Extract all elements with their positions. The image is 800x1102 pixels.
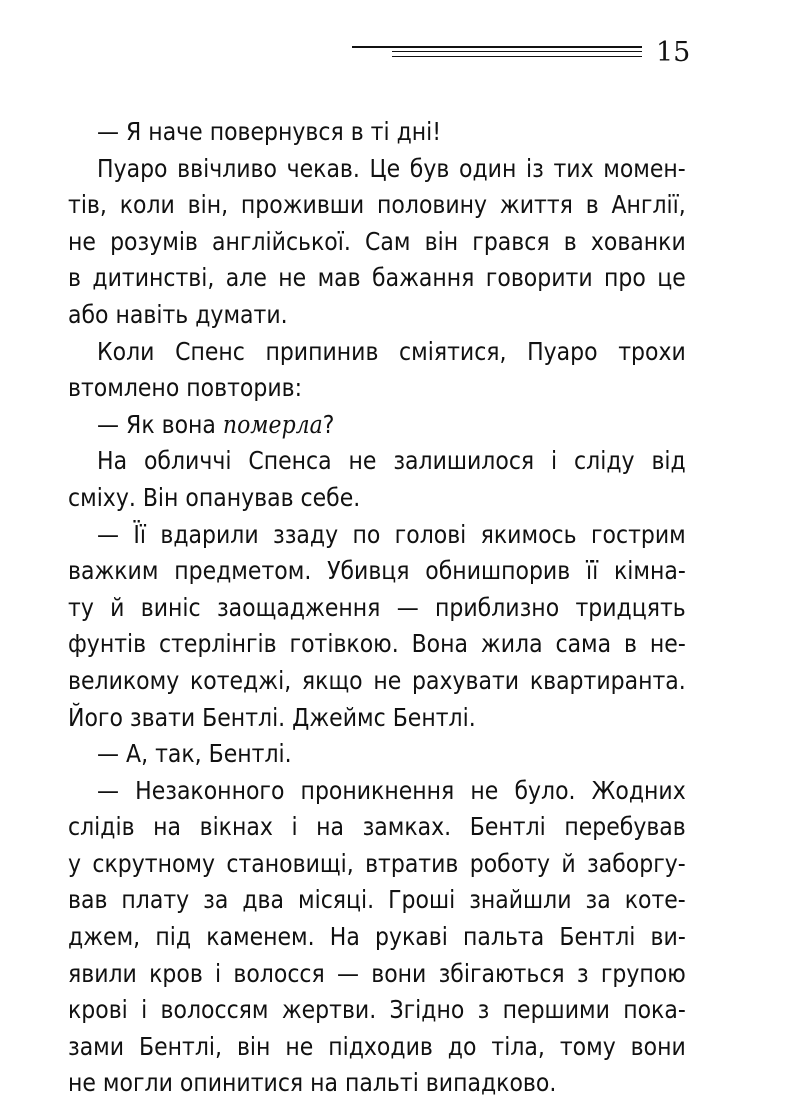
text-line: — Її вдарили ззаду по голові якимось гострим — [97, 519, 686, 549]
header-rule-line — [392, 56, 642, 57]
text-line: фунтів стерлінгів готівкою. Вона жила сама в не- — [68, 629, 686, 659]
text-line: вав плату за два місяці. Гроші знайшли за коте- — [68, 885, 686, 915]
text-run: — Як вона — [97, 409, 223, 439]
header-rule — [352, 46, 642, 62]
text-line: Його звати Бентлі. Джеймс Бентлі. — [68, 702, 476, 732]
text-line: втомлено повторив: — [68, 373, 302, 403]
text-line: явили кров і волосся — вони збігаються з групою — [68, 958, 686, 988]
header-rule-line — [352, 46, 642, 48]
text-line: крові і волоссям жертви. Згідно з першими пока- — [68, 995, 686, 1025]
text-line: На обличчі Спенса не залишилося і сліду від — [97, 446, 686, 476]
italic-word: померла — [222, 409, 323, 439]
text-run: ? — [322, 409, 335, 439]
text-line: — Незаконного проникнення не було. Жодних — [97, 775, 686, 805]
text-line: — Я наче повернувся в ті дні! — [97, 117, 442, 146]
text-line: тів, коли він, проживши половину життя в Англії, — [68, 190, 686, 220]
text-line: великому котеджі, якщо не рахувати квартиранта. — [68, 665, 686, 695]
text-line: не розумів англійської. Сам він грався в хованки — [68, 226, 686, 256]
text-line: джем, під каменем. На рукаві пальта Бентлі ви- — [68, 922, 686, 952]
text-line: ту й виніс заощадження — приблизно тридцять — [68, 592, 686, 622]
text-line: зами Бентлі, він не підходив до тіла, тому вони — [68, 1031, 686, 1061]
header-rule-line — [392, 51, 642, 52]
body-text — [68, 114, 686, 1102]
text-line — [68, 407, 612, 444]
text-line: — А, так, Бентлі. — [97, 739, 292, 769]
page-number: 15 — [656, 37, 691, 68]
text-line: Пуаро ввічливо чекав. Це був один із тих момен- — [97, 153, 686, 183]
text-line: або навіть думати. — [68, 299, 288, 329]
text-line: слідів на вікнах і на замках. Бентлі перебував — [68, 812, 686, 842]
text-line: сміху. Він опанував себе. — [68, 482, 361, 512]
text-line: важким предметом. Убивця обнишпорив її кімна- — [68, 556, 686, 586]
text-line: в дитинстві, але не мав бажання говорити про це — [68, 263, 686, 293]
text-line: не могли опинитися на пальті випадково. — [68, 1068, 557, 1098]
text-line: у скрутному становищі, втратив роботу й заборгу- — [68, 848, 686, 878]
text-line: Коли Спенс припинив сміятися, Пуаро трохи — [97, 336, 686, 366]
